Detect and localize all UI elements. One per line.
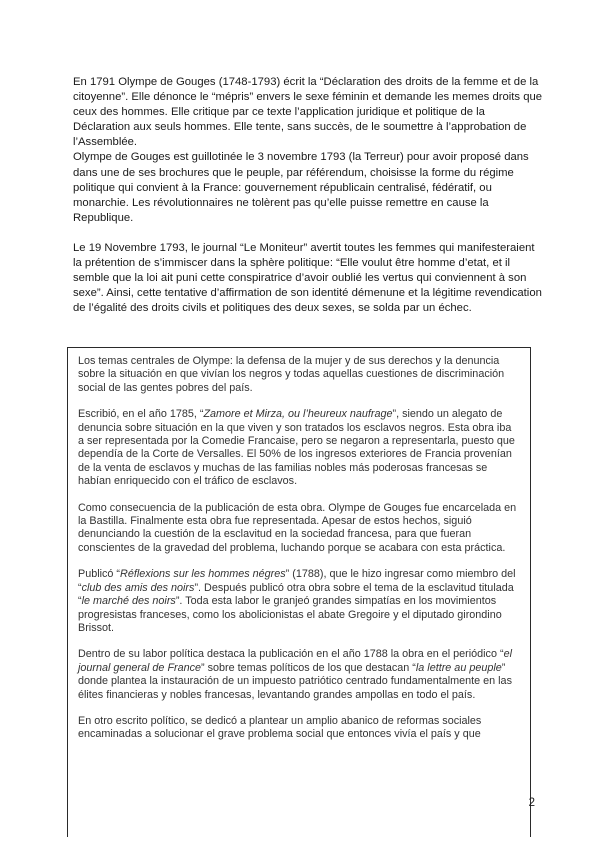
box-paragraph-reformas: En otro escrito político, se dedicó a plantear un amplio abanico de reformas sociales encaminadas a solucionar el grave problema social que entonces vivía el país y que xyxy=(78,714,482,741)
title-journal: el journal general de France xyxy=(78,648,512,674)
spanish-text-box xyxy=(67,347,531,837)
title-lettre: la lettre au peuple xyxy=(415,661,502,674)
title-club: club des amis des noirs xyxy=(81,581,195,594)
box-paragraph-reflexions: Publicó “Réflexions sur les hommes négres” (1788), que le hizo ingresar como miembro del “club des amis des noirs”. Después publicó otra obra sobre el tema de la esclavitud titulada “le marché des noirs”. Toda esta labor le granjeó grandes simpatías en los movimientos progresistas franceses, como los abolicionistas el abate Gregoire y el diputado girondino Brissot. xyxy=(78,568,516,634)
paragraph-declaration: En 1791 Olympe de Gouges (1748-1793) écrit la “Déclaration des droits de la femme et de la citoyenne”. Elle dénonce le “mépris” envers le sexe féminin et demande les memes droits que ceux des hommes. Elle critique par ce texte l’application juridique et politique de la Déclaration aux seuls hommes. Elle tente, sans succès, de le soumettre à l’approbation de l’Assemblée. xyxy=(73,76,543,149)
title-marche: le marché des noirs xyxy=(81,595,176,608)
title-reflexions: Réflexions sur les hommes négres xyxy=(120,568,286,581)
box-paragraph-bastilla: Como consecuencia de la publicación de esta obra. Olympe de Gouges fue encarcelada en la Bastilla. Finalmente esta obra fue representada. Apesar de estos hechos, siguió denunciando la cuestión de la esclavitud en la sociedad francesa, para que fueran conscientes de la gravedad del problema, luchando porque se acabara con esta práctica. xyxy=(78,501,517,554)
box-paragraph-themes: Los temas centrales de Olympe: la defensa de la mujer y de sus derechos y la denuncia sobre la situación en que vivían los negros y todas aquellas cuestiones de discriminación social de las gentes pobres del país. xyxy=(78,355,505,394)
french-text-block xyxy=(73,75,543,316)
box-paragraph-zamore: Escribió, en el año 1785, “Zamore et Mirza, ou l’heureux naufrage”, siendo un alegato de denuncia sobre situación en la que viven y son tratados los esclavos negros. Esta obra iba a ser representada por la Comedie Francaise, pero se negaron a representarla, puesto que dependía de la Corte de Versalles. El 50% de los ingresos exteriores de Francia provenían de la venta de esclavos y muchas de las familias nobles más poderosas francesas se habían enriquecido con el tráfico de esclavos. xyxy=(78,408,515,488)
box-paragraph-journal: Dentro de su labor política destaca la publicación en el año 1788 la obra en el periódico “el journal general de France” sobre temas políticos de los que destacan “la lettre au peuple” donde plantea la instauración de un impuesto patriótico centrado fundamentalmente en las élites financieras y nobles francesas, levantando grandes ampollas en todo el país. xyxy=(78,648,512,701)
paragraph-moniteur: Le 19 Novembre 1793, le journal “Le Moniteur” avertit toutes les femmes qui manifesteraient la prétention de s’immiscer dans la sphère politique: “Elle voulut être homme d’etat, et il semble que la loi ait puni cette conspiratrice d’avoir oublié les vertus qui conviennent à son sexe”. Ainsi, cette tentative d’affirmation de son identité démenune et la légitime revendication de l’égalité des droits civils et politiques des deux sexes, se solda par un échec. xyxy=(73,241,542,315)
paragraph-guillotine: Olympe de Gouges est guillotinée le 3 novembre 1793 (la Terreur) pour avoir proposé dans dans une de ses brochures que le peuple, par référendum, choisisse la forme du régime politique qui convient à la France: gouvernement républicain centralisé, fédératif, ou monarchie. Les révolutionnaires ne tolèrent pas qu’elle puisse remettre en cause la Republique. xyxy=(73,151,529,224)
title-zamore: Zamore et Mirza, ou l’heureux naufrage xyxy=(203,408,393,421)
page-number: 2 xyxy=(528,797,535,809)
